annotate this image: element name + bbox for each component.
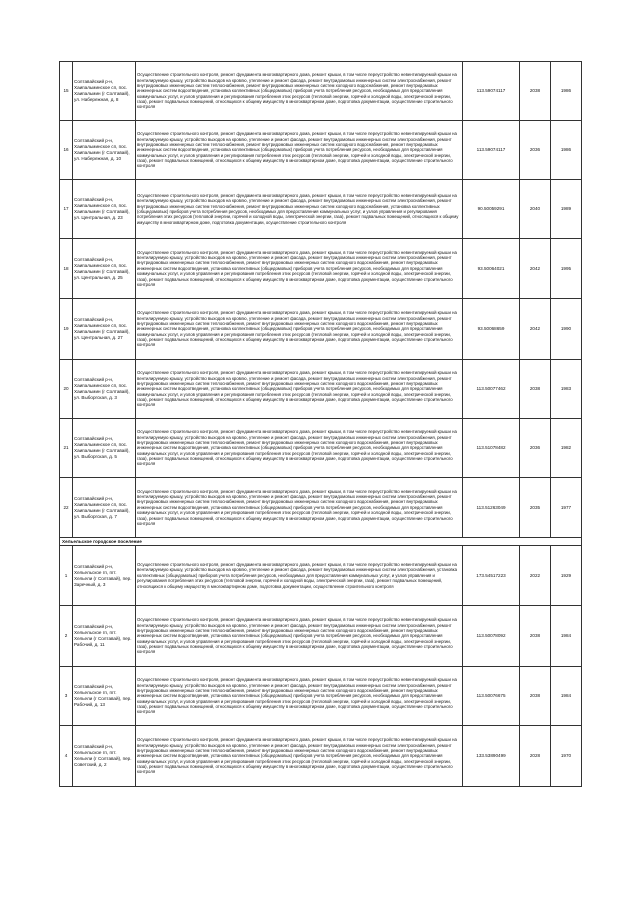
row-number: 1 xyxy=(60,546,73,606)
row-number: 15 xyxy=(60,62,73,121)
row-works: Осуществление строительного контроля, ремонт фундамента многоквартирного дома, ремонт крыши, в том числе переустройство невентилируемой крыши на вентилируемую крышу, устройство выходов на кровлю, утепление и ремонт фасада, ремонт внутридомовых инженерных систем электроснабжения, ремонт внутридомовых инженерных систем теплоснабжения, ремонт внутридомовых инженерных систем холодного водоснабжения, ремонт внутридомовых инженерных систем водоотведения, установка коллективных (общедомовых) приборов учета потребления ресурсов, необходимых для предоставления коммунальных услуг, и узлов управления и регулирования потребления этих ресурсов (тепловой энергии, горячей и холодной воды, электрической энергии, газа), ремонт подвальных помещений, относящихся к общему имуществу в многоквартирном доме, подготовка документации, осуществление строительного контроля xyxy=(136,239,463,299)
row-number: 20 xyxy=(60,360,73,419)
row-works: Осуществление строительного контроля, ремонт фундамента многоквартирного дома, ремонт крыши, в том числе переустройство невентилируемой крыши на вентилируемую крышу, устройство выходов на кровлю, утепление и ремонт фасада, ремонт внутридомовых инженерных систем электроснабжения, ремонт внутридомовых инженерных систем теплоснабжения, ремонт внутридомовых инженерных систем холодного водоснабжения, ремонт внутридомовых инженерных систем водоотведения, установка коллективных (общедомовых) приборов учета потребления ресурсов, необходимых для предоставления коммунальных услуг, и узлов управления и регулирования потребления этих ресурсов (тепловой энергии, горячей и холодной воды, электрической энергии, газа), ремонт подвальных помещений, относящихся к общему имуществу в многоквартирном доме, подготовка документации, осуществление строительного контроля xyxy=(136,299,463,360)
row-address: Солтавайский р-н, Хаипальминское сп, пос. Хаипальмин (г Солтавай), ул. Набережная, д. 8 xyxy=(73,62,136,121)
row-built-year: 1986 xyxy=(551,62,582,121)
row-cost: 113.50077462 xyxy=(463,360,520,419)
row-number: 18 xyxy=(60,239,73,299)
row-year: 2036 xyxy=(520,121,551,180)
row-number: 17 xyxy=(60,180,73,239)
row-number: 4 xyxy=(60,726,73,787)
section-header xyxy=(60,538,582,546)
row-year: 2040 xyxy=(520,180,551,239)
row-cost: 113.51263049 xyxy=(463,478,520,538)
row-built-year: 1977 xyxy=(551,478,582,538)
row-address: Солтавайский р-н, Хаипальминское сп, пос. Хаипальмин (г Солтавай), ул. Выборгская, д. 7 xyxy=(73,478,136,538)
row-address: Солтавайский р-н, Хаипальминское сп, пос. Хаипальмин (г Солтавай), ул. Центральная, д. 25 xyxy=(73,239,136,299)
row-cost: 173.54517223 xyxy=(463,546,520,606)
row-built-year: 1983 xyxy=(551,360,582,419)
row-works: Осуществление строительного контроля, ремонт фундамента многоквартирного дома, ремонт крыши, в том числе переустройство невентилируемой крыши на вентилируемую крышу, устройство выходов на кровлю, утепление и ремонт фасада, ремонт внутридомовых инженерных систем электроснабжения, ремонт внутридомовых инженерных систем теплоснабжения, ремонт внутридомовых инженерных систем холодного водоснабжения, установка коллективных (общедомовых) приборов учета потребления ресурсов, необходимых для предоставления коммунальных услуг, и узлов управления и регулирования потребления этих ресурсов (тепловой энергии, горячей и холодной воды, электрической энергии, газа), ремонт подвальных помещений, относящихся к общему имуществу в многоквартирном доме, подготовка документации, осуществление строительного контроля xyxy=(136,180,463,239)
row-works: Осуществление строительного контроля, ремонт фундамента многоквартирного дома, ремонт крыши, в том числе переустройство невентилируемой крыши на вентилируемую крышу, устройство выходов на кровлю, утепление и ремонт фасада, ремонт внутридомовых инженерных систем электроснабжения, ремонт внутридомовых инженерных систем теплоснабжения, ремонт внутридомовых инженерных систем холодного водоснабжения, ремонт внутридомовых инженерных систем водоотведения, установка коллективных (общедомовых) приборов учета потребления ресурсов, необходимых для предоставления коммунальных услуг, и узлов управления и регулирования потребления этих ресурсов (тепловой энергии, горячей и холодной воды, электрической энергии, газа), ремонт подвальных помещений, относящихся к общему имуществу в многоквартирном доме, подготовка документации, осуществление строительного контроля xyxy=(136,478,463,538)
row-cost: 93.50068659 xyxy=(463,299,520,360)
section-row xyxy=(60,538,582,546)
row-number: 3 xyxy=(60,667,73,726)
row-year: 2038 xyxy=(520,667,551,726)
row-cost: 113.50076675 xyxy=(463,667,520,726)
row-built-year: 1970 xyxy=(551,726,582,787)
row-address: Солтавайский р-н, Хаипальминское сп, пос. Хаипальмин (г Солтавай), ул. Выборгская, д. 5 xyxy=(73,419,136,478)
table-row xyxy=(60,546,582,606)
table-row xyxy=(60,121,582,180)
row-year: 2035 xyxy=(520,478,551,538)
table-row xyxy=(60,299,582,360)
row-address: Солтавайский р-н, Хельельское гп, пгт. Хельели (г Солтавай), пер. Рабочий, д. 11 xyxy=(73,606,136,667)
row-year: 2038 xyxy=(520,606,551,667)
table-row xyxy=(60,180,582,239)
row-works: Осуществление строительного контроля, ремонт фундамента многоквартирного дома, ремонт крыши, в том числе переустройство невентилируемой крыши на вентилируемую крышу, устройство выходов на кровлю, утепление и ремонт фасада, ремонт внутридомовых инженерных систем электроснабжения, ремонт внутридомовых инженерных систем теплоснабжения, ремонт внутридомовых инженерных систем холодного водоснабжения, ремонт внутридомовых инженерных систем водоотведения, установка коллективных (общедомовых) приборов учета потребления ресурсов, необходимых для предоставления коммунальных услуг, и узлов управления и регулирования потребления этих ресурсов (тепловой энергии, горячей и холодной воды, электрической энергии, газа), ремонт подвальных помещений, относящихся к общему имуществу в многоквартирном доме, подготовка документации, осуществление строительного контроля xyxy=(136,419,463,478)
row-cost: 90.50059291 xyxy=(463,180,520,239)
row-works: Осуществление строительного контроля, ремонт фундамента многоквартирного дома, ремонт крыши, в том числе переустройство невентилируемой крыши на вентилируемую крышу, устройство выходов на кровлю, утепление и ремонт фасада, ремонт внутридомовых инженерных систем электроснабжения, ремонт внутридомовых инженерных систем теплоснабжения, ремонт внутридомовых инженерных систем холодного водоснабжения, ремонт внутридомовых инженерных систем водоотведения, установка коллективных (общедомовых) приборов учета потребления ресурсов, необходимых для предоставления коммунальных услуг, и узлов управления и регулирования потребления этих ресурсов (тепловой энергии, горячей и холодной воды, электрической энергии, газа), ремонт подвальных помещений, относящихся к общему имуществу в многоквартирном доме, подготовка документации, осуществление строительного контроля xyxy=(136,726,463,787)
row-built-year: 1990 xyxy=(551,299,582,360)
row-number: 21 xyxy=(60,419,73,478)
table-row xyxy=(60,606,582,667)
table-row xyxy=(60,360,582,419)
row-address: Солтавайский р-н, Хаипальминское сп, пос. Хаипальмин (г Солтавай), ул. Выборгская, д. 3 xyxy=(73,360,136,419)
row-works: Осуществление строительного контроля, ремонт фундамента многоквартирного дома, ремонт крыши, в том числе переустройство невентилируемой крыши на вентилируемую крышу, устройство выходов на кровлю, утепление и ремонт фасада, ремонт внутридомовых инженерных систем электроснабжения, ремонт внутридомовых инженерных систем теплоснабжения, ремонт внутридомовых инженерных систем холодного водоснабжения, ремонт внутридомовых инженерных систем водоотведения, установка коллективных (общедомовых) приборов учета потребления ресурсов, необходимых для предоставления коммунальных услуг, и узлов управления и регулирования потребления этих ресурсов (тепловой энергии, горячей и холодной воды, электрической энергии, газа), ремонт подвальных помещений, относящихся к общему имуществу в многоквартирном доме, подготовка документации, осуществление строительного контроля xyxy=(136,121,463,180)
row-works: Осуществление строительного контроля, ремонт фундамента многоквартирного дома, ремонт крыши, в том числе переустройство невентилируемой крыши на вентилируемую крышу, устройство выходов на кровлю, утепление и ремонт фасада, ремонт внутридомовых инженерных систем электроснабжения, ремонт внутридомовых инженерных систем теплоснабжения, ремонт внутридомовых инженерных систем холодного водоснабжения, ремонт внутридомовых инженерных систем водоотведения, установка коллективных (общедомовых) приборов учета потребления ресурсов, необходимых для предоставления коммунальных услуг, и узлов управления и регулирования потребления этих ресурсов (тепловой энергии, горячей и холодной воды, электрической энергии, газа), ремонт подвальных помещений, относящихся к общему имуществу в многоквартирном доме, подготовка документации, осуществление строительного контроля xyxy=(136,360,463,419)
row-year: 2036 xyxy=(520,419,551,478)
row-built-year: 1929 xyxy=(551,546,582,606)
row-works: Осуществление строительного контроля, ремонт фундамента многоквартирного дома, ремонт крыши, в том числе переустройство невентилируемой крыши на вентилируемую крышу, устройство выходов на кровлю, утепление и ремонт фасада, ремонт внутридомовых инженерных систем электроснабжения, ремонт внутридомовых инженерных систем теплоснабжения, ремонт внутридомовых инженерных систем холодного водоснабжения, ремонт внутридомовых инженерных систем водоотведения, установка коллективных (общедомовых) приборов учета потребления ресурсов, необходимых для предоставления коммунальных услуг, и узлов управления и регулирования потребления этих ресурсов (тепловой энергии, горячей и холодной воды, электрической энергии, газа), ремонт подвальных помещений, относящихся к общему имуществу в многоквартирном доме, подготовка документации, осуществление строительного контроля xyxy=(136,62,463,121)
row-address: Солтавайский р-н, Хаипальминское сп, пос. Хаипальмин (г Солтавай), ул. Центральная, д. 23 xyxy=(73,180,136,239)
row-number: 22 xyxy=(60,478,73,538)
row-year: 2028 xyxy=(520,726,551,787)
row-built-year: 1989 xyxy=(551,180,582,239)
row-year: 2042 xyxy=(520,299,551,360)
table-row xyxy=(60,419,582,478)
row-address: Солтавайский р-н, Хельельское гп, пгт. Хельели (г Солтавай), пер. Рабочий, д. 13 xyxy=(73,667,136,726)
table-body-second xyxy=(60,546,582,787)
row-built-year: 1982 xyxy=(551,419,582,478)
row-cost: 93.50064021 xyxy=(463,239,520,299)
table-row xyxy=(60,667,582,726)
row-built-year: 1984 xyxy=(551,606,582,667)
table-row xyxy=(60,726,582,787)
row-year: 2042 xyxy=(520,239,551,299)
row-built-year: 1986 xyxy=(551,121,582,180)
row-address: Солтавайский р-н, Хельельское гп, пгт. Хельели (г Солтавай), пер. Советский, д. 2 xyxy=(73,726,136,787)
row-cost: 113.59074117 xyxy=(463,121,520,180)
document-page xyxy=(59,61,581,787)
row-year: 2022 xyxy=(520,546,551,606)
row-works: Осуществление строительного контроля, ремонт фундамента многоквартирного дома, ремонт крыши, в том числе переустройство невентилируемой крыши на вентилируемую крышу, устройство выходов на кровлю, утепление и ремонт фасада, ремонт внутридомовых инженерных систем электроснабжения, ремонт внутридомовых инженерных систем теплоснабжения, ремонт внутридомовых инженерных систем холодного водоснабжения, ремонт внутридомовых инженерных систем водоотведения, установка коллективных (общедомовых) приборов учета потребления ресурсов, необходимых для предоставления коммунальных услуг, и узлов управления и регулирования потребления этих ресурсов (тепловой энергии, горячей и холодной воды, электрической энергии, газа), ремонт подвальных помещений, относящихся к общему имуществу в многоквартирном доме, подготовка документации, осуществление строительного контроля xyxy=(136,606,463,667)
row-cost: 113.51078482 xyxy=(463,419,520,478)
row-cost: 133.53890499 xyxy=(463,726,520,787)
table-row xyxy=(60,239,582,299)
row-address: Солтавайский р-н, Хаипальминское сп, пос. Хаипальмин (г Солтавай), ул. Центральная, д. 27 xyxy=(73,299,136,360)
table-row xyxy=(60,478,582,538)
section-title: Хельельское городское поселение xyxy=(60,538,582,546)
row-cost: 113.59074117 xyxy=(463,62,520,121)
row-number: 2 xyxy=(60,606,73,667)
row-works: Осуществление строительного контроля, ремонт фундамента многоквартирного дома, ремонт крыши, в том числе переустройство невентилируемой крыши на вентилируемую крышу, устройство выходов на кровлю, утепление и ремонт фасада, ремонт внутридомовых инженерных систем электроснабжения, установка коллективных (общедомовых) приборов учета потребления ресурсов, необходимых для предоставления коммунальных услуг, и узлов управления и регулирования потребления этих ресурсов (тепловой энергии, горячей и холодной воды, электрической энергии, газа), ремонт подвальных помещений, относящихся к общему имуществу в многоквартирном доме, подготовка документации, осуществление строительного контроля xyxy=(136,546,463,606)
row-built-year: 1995 xyxy=(551,239,582,299)
row-cost: 113.50078092 xyxy=(463,606,520,667)
row-number: 19 xyxy=(60,299,73,360)
row-year: 2038 xyxy=(520,62,551,121)
table-row xyxy=(60,62,582,121)
row-address: Солтавайский р-н, Хаипальминское сп, пос. Хаипальмин (г Солтавай), ул. Набережная, д. 10 xyxy=(73,121,136,180)
row-works: Осуществление строительного контроля, ремонт фундамента многоквартирного дома, ремонт крыши, в том числе переустройство невентилируемой крыши на вентилируемую крышу, устройство выходов на кровлю, утепление и ремонт фасада, ремонт внутридомовых инженерных систем электроснабжения, ремонт внутридомовых инженерных систем теплоснабжения, ремонт внутридомовых инженерных систем холодного водоснабжения, ремонт внутридомовых инженерных систем водоотведения, установка коллективных (общедомовых) приборов учета потребления ресурсов, необходимых для предоставления коммунальных услуг, и узлов управления и регулирования потребления этих ресурсов (тепловой энергии, горячей и холодной воды, электрической энергии, газа), ремонт подвальных помещений, относящихся к общему имуществу в многоквартирном доме, подготовка документации, осуществление строительного контроля xyxy=(136,667,463,726)
row-number: 16 xyxy=(60,121,73,180)
table-body-first xyxy=(60,62,582,538)
row-address: Солтавайский р-н, Хельельское гп, пгт. Хельели (г Солтавай), пер. Заречный, д. 3 xyxy=(73,546,136,606)
row-built-year: 1984 xyxy=(551,667,582,726)
repair-program-table xyxy=(59,61,582,787)
row-year: 2038 xyxy=(520,360,551,419)
